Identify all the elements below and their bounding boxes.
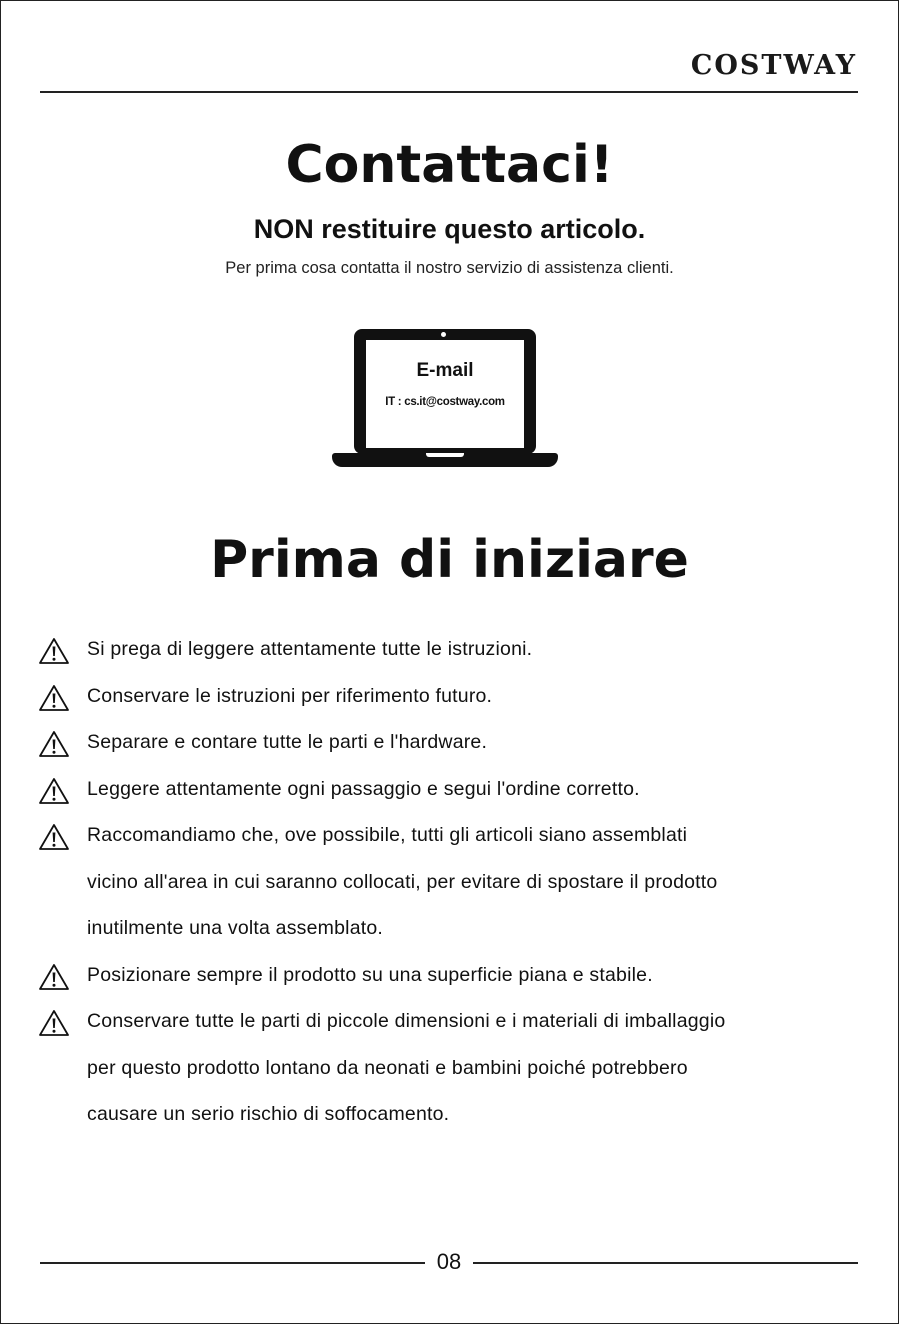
section-title: Prima di iniziare xyxy=(210,530,689,590)
instruction-text: Separare e contare tutte le parti e l'hardware. xyxy=(87,731,488,753)
laptop-display xyxy=(366,340,524,448)
footer-divider-right xyxy=(473,1262,858,1264)
header-divider xyxy=(40,91,858,93)
instruction-text: Conservare tutte le parti di piccole dimensioni e i materiali di imballaggio xyxy=(87,1010,726,1032)
email-address[interactable]: IT : cs.it@costway.com xyxy=(385,396,505,408)
instruction-text: Si prega di leggere attentamente tutte le istruzioni. xyxy=(87,638,533,660)
page-number: 08 xyxy=(436,1249,462,1274)
warning-icon xyxy=(38,684,70,712)
brand-logo: COSTWAY xyxy=(690,50,857,81)
warning-icon xyxy=(38,823,70,851)
instruction-text: per questo prodotto lontano da neonati e bambini poiché potrebbero xyxy=(87,1056,688,1079)
warning-icon xyxy=(38,730,70,758)
laptop-notch xyxy=(426,453,464,457)
instruction-text: Conservare le istruzioni per riferimento futuro. xyxy=(87,684,493,707)
laptop-icon xyxy=(332,326,558,470)
contact-subtext: Per prima cosa contatta il nostro servizio di assistenza clienti. xyxy=(225,259,674,277)
email-label: E-mail xyxy=(416,360,474,381)
warning-icon xyxy=(38,637,70,665)
instruction-text: inutilmente una volta assemblato. xyxy=(87,917,384,939)
instruction-text: Raccomandiamo che, ove possibile, tutti gli articoli siano assemblati xyxy=(87,824,688,846)
contact-title: Contattaci! xyxy=(285,135,614,195)
laptop-camera-dot xyxy=(441,332,446,337)
warning-icon xyxy=(38,777,70,805)
return-warning-heading: NON restituire questo articolo. xyxy=(253,214,646,244)
instruction-text: Posizionare sempre il prodotto su una superficie piana e stabile. xyxy=(87,963,653,986)
instruction-text: vicino all'area in cui saranno collocati, per evitare di spostare il prodotto xyxy=(87,870,718,893)
instruction-text: causare un serio rischio di soffocamento. xyxy=(87,1103,450,1125)
warning-icon xyxy=(38,963,70,991)
warning-icon xyxy=(38,1009,70,1037)
instruction-text: Leggere attentamente ogni passaggio e segui l'ordine corretto. xyxy=(87,777,640,800)
footer-divider-left xyxy=(40,1262,425,1264)
